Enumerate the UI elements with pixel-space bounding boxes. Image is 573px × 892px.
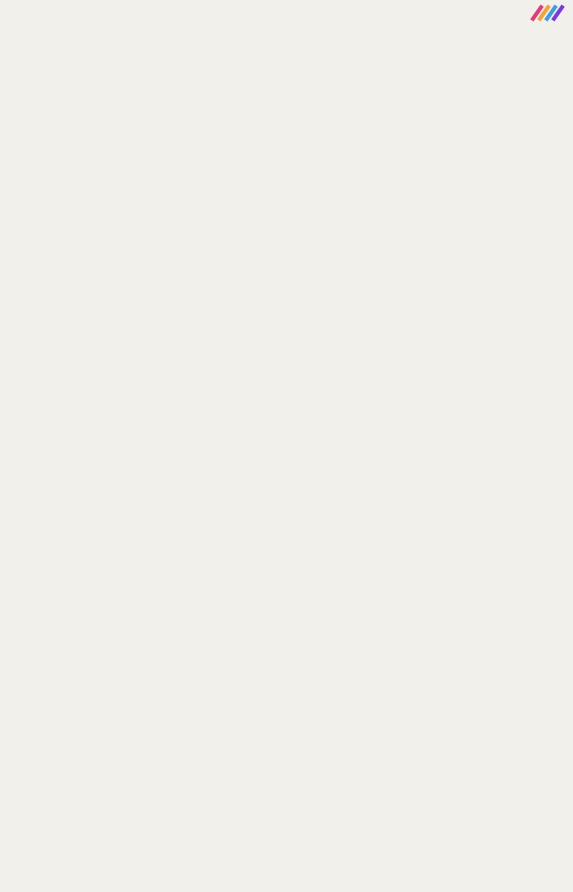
exam-content [18, 14, 563, 20]
page-footer [0, 846, 573, 892]
site-header[interactable] [0, 0, 573, 14]
